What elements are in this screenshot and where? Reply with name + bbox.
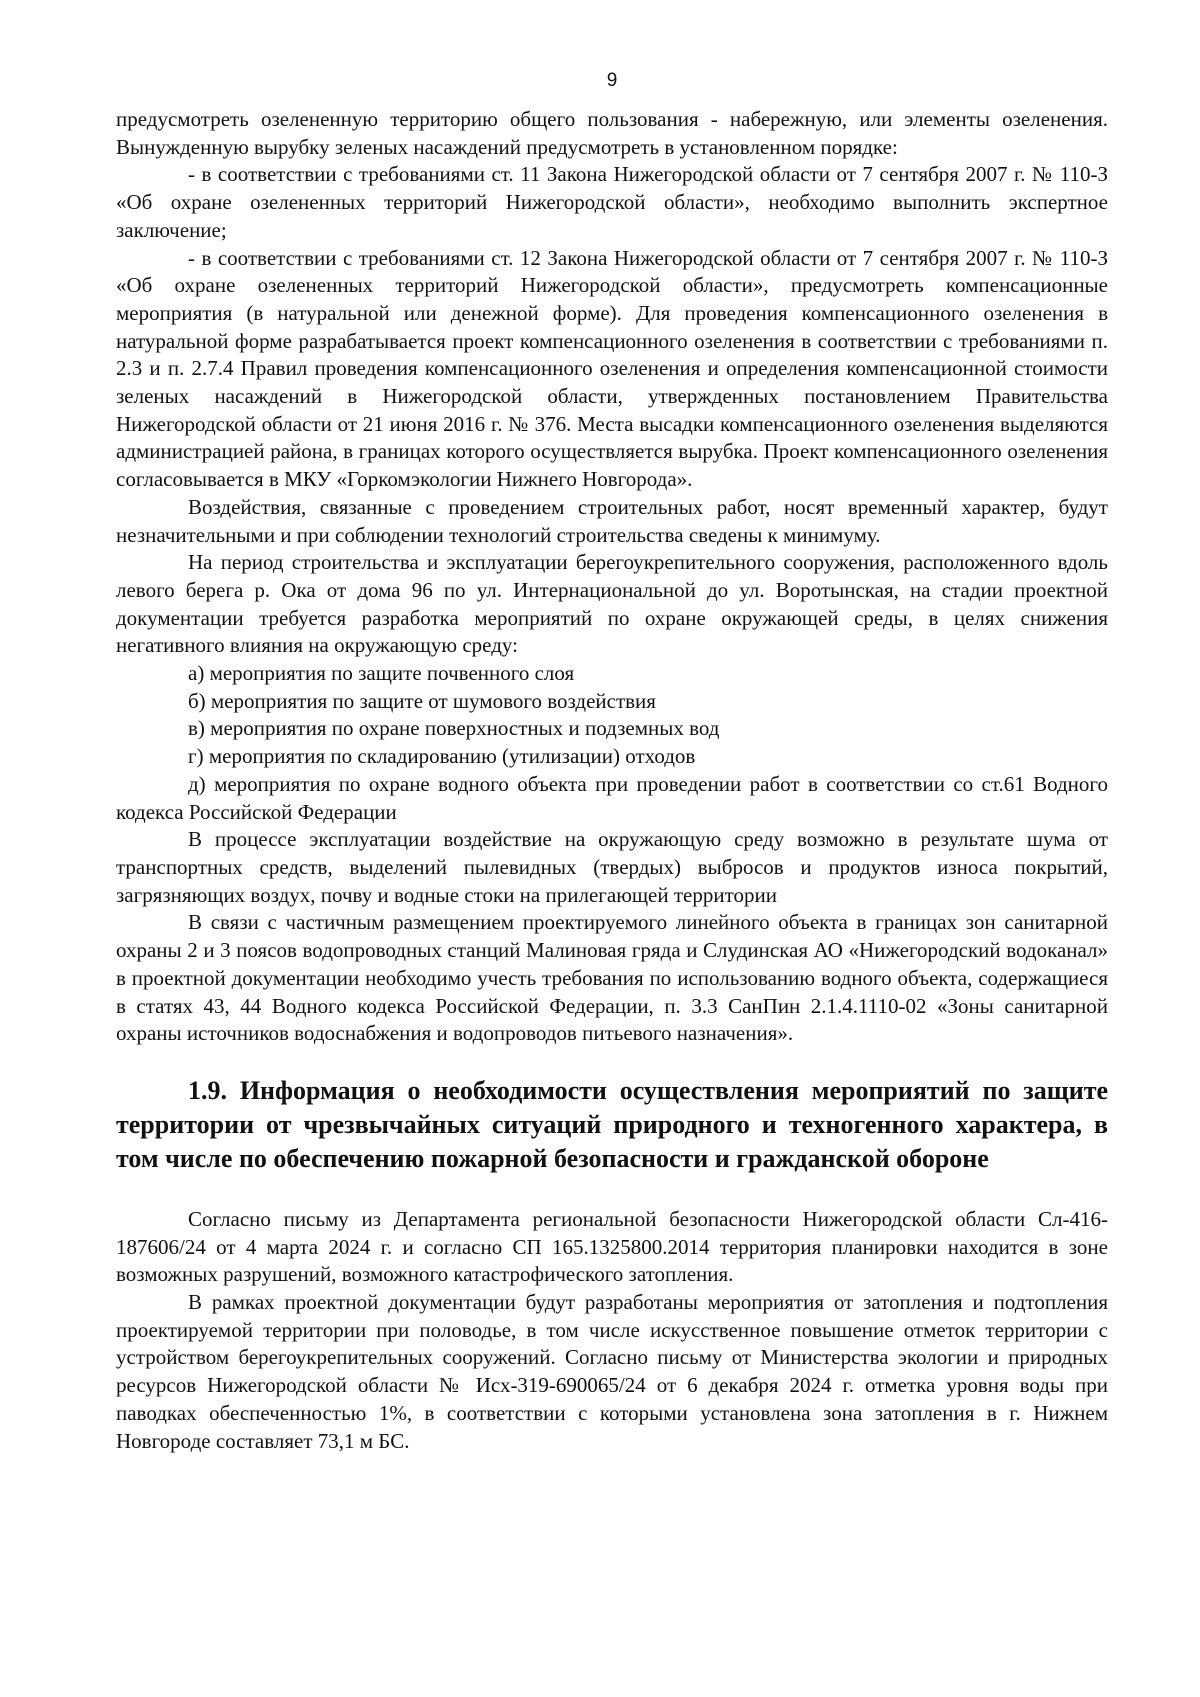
- list-item: г) мероприятия по складированию (утилизации) отходов: [188, 744, 696, 769]
- paragraph: В связи с частичным размещением проектируемого линейного объекта в границах зон санитарной охраны 2 и 3 поясов водопроводных станций Малиновая гряда и Слудинская АО «Нижегородский водоканал» в проектной документации необходимо учесть требования по использованию водного объекта, содержащиеся в статях 43, 44 Водного кодекса Российской Федерации, п. 3.3 СанПин 2.1.4.1110-02 «Зоны санитарной охраны источников водоснабжения и водопроводов питьевого назначения».: [116, 910, 1108, 1046]
- list-item: д) мероприятия по охране водного объекта при проведении работ в соответствии со ст.61 Водного кодекса Российской Федерации: [116, 771, 1108, 824]
- paragraph: На период строительства и эксплуатации берегоукрепительного сооружения, расположенного вдоль левого берега р. Ока от дома 96 по ул. Интернациональной до ул. Воротынская, на стадии проектной документации требуется разработка мероприятий по охране окружающей среды, в целях снижения негативного влияния на окружающую среду:: [116, 550, 1108, 658]
- paragraph: - в соответствии с требованиями ст. 12 Закона Нижегородской области от 7 сентября 2007 г. № 110-З «Об охране озелененных территорий Нижегородской области», предусмотреть компенсационные мероприятия (в натуральной или денежной форме). Для проведения компенсационного озеленения в натуральной форме разрабатывается проект компенсационного озеленения в соответствии с требованиями п. 2.3 и п. 2.7.4 Правил проведения компенсационного озеленения и определения компенсационной стоимости зеленых насаждений в Нижегородской области, утвержденных постановлением Правительства Нижегородской области от 21 июня 2016 г. № 376. Места высадки компенсационного озеленения выделяются администрацией района, в границах которого осуществляется вырубка. Проект компенсационного озеленения согласовывается в МКУ «Горкомэкологии Нижнего Новгорода».: [116, 245, 1108, 492]
- text-block-after: [116, 1206, 1108, 1455]
- paragraph: В рамках проектной документации будут разработаны мероприятия от затопления и подтопления проектируемой территории при половодье, в том числе искусственное повышение отметок территории с устройством берегоукрепительных сооружений. Согласно письму от Министерства экологии и природных ресурсов Нижегородской области № Исх-319-690065/24 от 6 декабря 2024 г. отметка уровня воды при паводках обеспеченностью 1%, в соответствии с которыми установлена зона затопления в г. Нижнем Новгороде составляет 73,1 м БС.: [116, 1290, 1108, 1453]
- list-item: а) мероприятия по защите почвенного слоя: [188, 661, 575, 686]
- paragraph: Воздействия, связанные с проведением строительных работ, носят временный характер, будут незначительными и при соблюдении технологий строительства сведены к минимуму.: [116, 494, 1108, 547]
- list-item: в) мероприятия по охране поверхностных и подземных вод: [188, 716, 720, 741]
- list-item: б) мероприятия по защите от шумового воздействия: [188, 688, 656, 713]
- text-block-before: [116, 106, 1108, 1048]
- paragraph: Согласно письму из Департамента региональной безопасности Нижегородской области Сл-416-187606/24 от 4 марта 2024 г. и согласно СП 165.1325800.2014 территория планировки находится в зоне возможных разрушений, возможного катастрофического затопления.: [116, 1206, 1108, 1287]
- page-number: 9: [606, 70, 618, 91]
- paragraph: - в соответствии с требованиями ст. 11 Закона Нижегородской области от 7 сентября 2007 г. № 110-З «Об охране озелененных территорий Нижегородской области», необходимо выполнить экспертное заключение;: [116, 162, 1108, 242]
- section-heading: 1.9. Информация о необходимости осуществления мероприятий по защите территории от чрезвычайных ситуаций природного и техногенного характера, в том числе по обеспечению пожарной безопасности и гражданской обороне: [116, 1075, 1108, 1173]
- paragraph: В процессе эксплуатации воздействие на окружающую среду возможно в результате шума от транспортных средств, выделений пылевидных (твердых) выбросов и продуктов износа покрытий, загрязняющих воздух, почву и водные стоки на прилегающей территории: [116, 827, 1108, 907]
- paragraph: предусмотреть озелененную территорию общего пользования - набережную, или элементы озеленения. Вынужденную вырубку зеленых насаждений предусмотреть в установленном порядке:: [116, 107, 1108, 159]
